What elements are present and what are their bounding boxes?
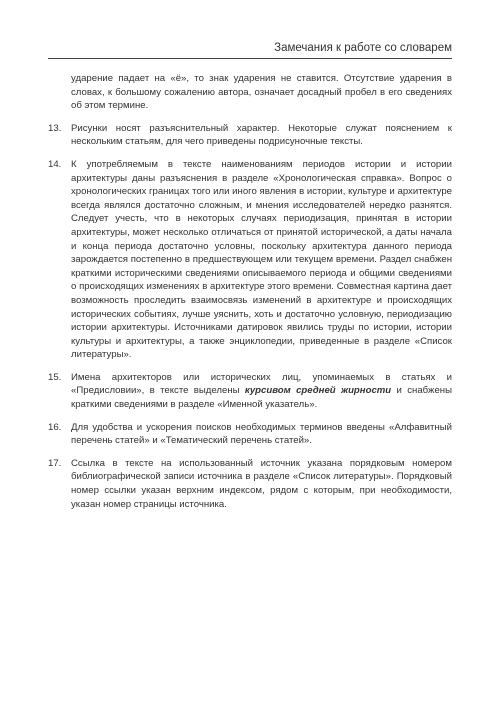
item-number: 13. — [48, 122, 62, 134]
item-number: 15. — [48, 371, 62, 383]
running-header: Замечания к работе со словарем — [48, 42, 452, 59]
item-text: Рисунки носят разъяснительный характер. Некоторые служат пояснением к нескольким статьям, для чего приведены подрисуночные тексты. — [71, 122, 452, 148]
list-item-17 — [48, 457, 452, 511]
paragraph-text: ударение падает на «ё», то знак ударения не ставится. Отсутствие ударения в словах, к большому сожалению автора, означает досадный пробел в его сведениях об этом термине. — [71, 73, 452, 112]
item-number: 16. — [48, 421, 62, 433]
emphasis-text: курсивом средней жирности — [244, 385, 392, 397]
list-item-14 — [48, 158, 452, 362]
item-text-before: Имена архитекторов или исторических лиц, упоминаемых в статьях и «Предисловии», в тексте выделены — [71, 371, 452, 397]
list-item-13 — [48, 122, 452, 149]
page-body — [48, 72, 452, 520]
item-text-after: и снабжены краткими сведениями в разделе «Именной указатель». — [71, 385, 452, 411]
list-item-15 — [48, 371, 452, 412]
list-item-16 — [48, 421, 452, 448]
item-text: Ссылка в тексте на использованный источник указана порядковым номером библиографической записи источника в разделе «Список литературы». Порядковый номер ссылки указан верхним индексом, рядом с которым, при необходимости, указан номер страницы источника. — [71, 457, 452, 510]
item-number: 17. — [48, 457, 62, 469]
item-text: Для удобства и ускорения поисков необходимых терминов введены «Алфавитный перечень статей» и «Тематический перечень статей». — [71, 421, 452, 447]
item-text: К употребляемым в тексте наименованиям периодов истории и истории архитектуры даны разъяснения в разделе «Хронологическая справка». Вопрос о хронологических границах того или иного явления в истории, культуре и архитектуре всегда являлся достаточно сложным, и мнения исследователей нередко разнятся. Следует учесть, что в некоторых случаях периодизация, принятая в истории архитектуры, может несколько отличаться от принятой исторической, а даты начала и конца периода достаточно условны, поскольку архитектура данного периода зарождается постепенно в предшествующем или текущем времени. Раздел снабжен краткими историческими сведениями описываемого периода и общими сведениями о происходящих изменениях в архитектуре этого времени. Совместная картина дает возможность проследить взаимосвязь изменений в архитектуре и происходящих исторических событиях, лучше уяснить, хоть и достаточно условную, периодизацию истории архитектуры. Источниками датировок явились труды по истории, истории культуры и архитектуры, а также энциклопедии, приведенные в разделе «Список литературы». — [71, 158, 452, 361]
item-number: 14. — [48, 158, 62, 170]
paragraph-continuation — [48, 72, 452, 113]
